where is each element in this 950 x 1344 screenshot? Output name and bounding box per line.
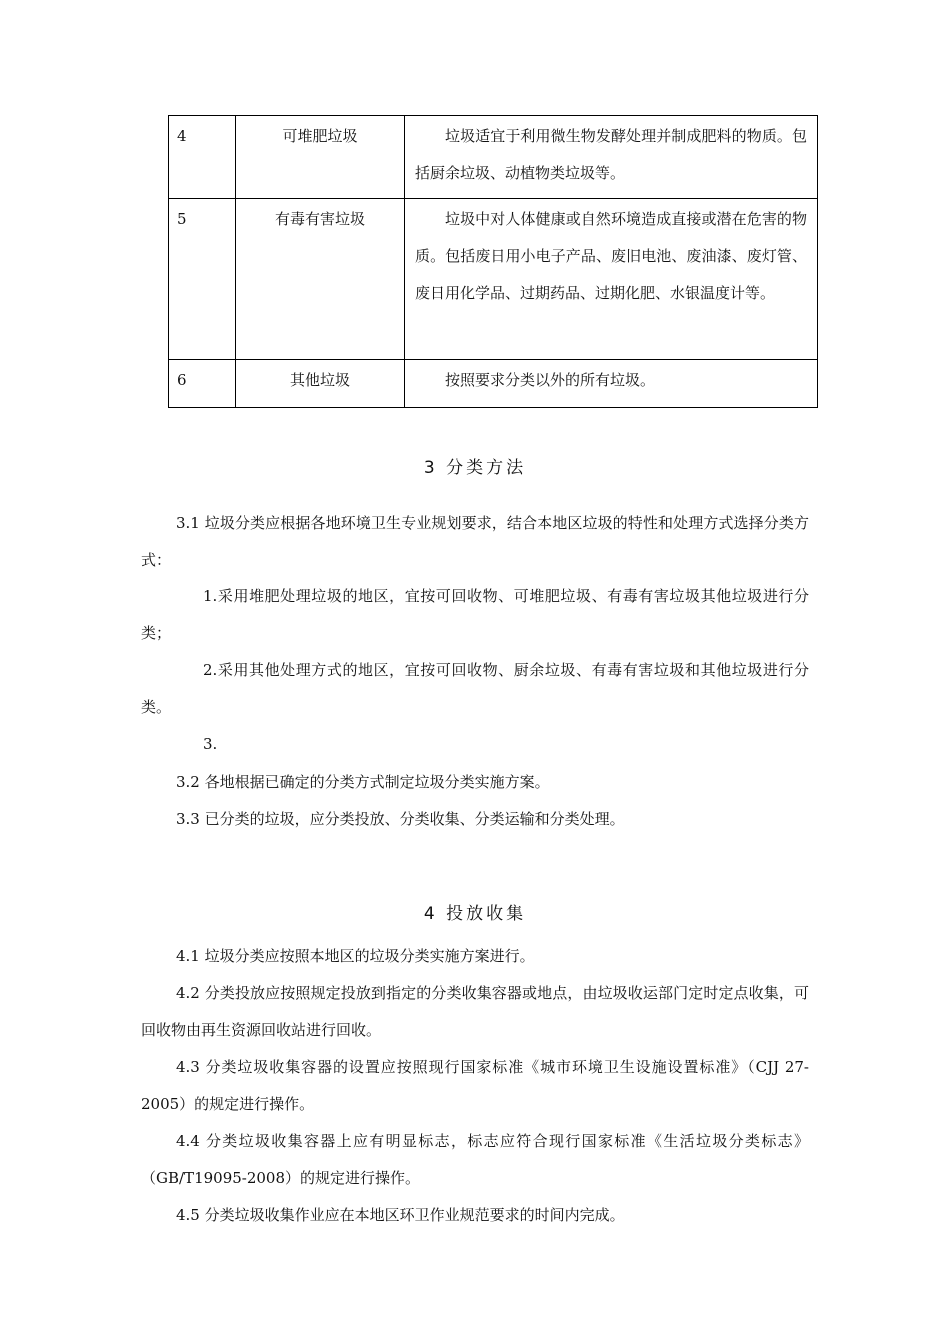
paragraph-4-1: 4.1 垃圾分类应按照本地区的垃圾分类实施方案进行。: [176, 947, 535, 965]
paragraph-3-1: 3.1 垃圾分类应根据各地环境卫生专业规划要求，结合本地区垃圾的特性和处理方式选择分类方式：: [141, 514, 809, 569]
table-row: [169, 116, 818, 199]
paragraph-4-5: 4.5 分类垃圾收集作业应在本地区环卫作业规范要求的时间内完成。: [176, 1206, 625, 1224]
row-description: 按照要求分类以外的所有垃圾。: [405, 360, 818, 408]
row-description: 垃圾中对人体健康或自然环境造成直接或潜在危害的物质。包括废日用小电子产品、废旧电池、废油漆、废灯管、废日用化学品、过期药品、过期化肥、水银温度计等。: [405, 199, 818, 360]
paragraph-4-4: 4.4 分类垃圾收集容器上应有明显标志，标志应符合现行国家标准《生活垃圾分类标志》（GB/T19095-2008）的规定进行操作。: [141, 1132, 809, 1187]
row-number: 6: [169, 360, 236, 408]
paragraph-3-2: 3.2 各地根据已确定的分类方式制定垃圾分类实施方案。: [176, 773, 550, 791]
section-3-heading: 3 分类方法: [423, 458, 527, 478]
paragraph-4-3: 4.3 分类垃圾收集容器的设置应按照现行国家标准《城市环境卫生设施设置标准》（CJJ 27-2005）的规定进行操作。: [141, 1058, 809, 1113]
list-item-3-1-2: 2.采用其他处理方式的地区，宜按可回收物、厨余垃圾、有毒有害垃圾和其他垃圾进行分类。: [141, 661, 809, 716]
paragraph-4-2: 4.2 分类投放应按照规定投放到指定的分类收集容器或地点，由垃圾收运部门定时定点收集，可回收物由再生资源回收站进行回收。: [141, 984, 809, 1039]
list-item-3-1-1: 1.采用堆肥处理垃圾的地区，宜按可回收物、可堆肥垃圾、有毒有害垃圾其他垃圾进行分类；: [141, 587, 809, 642]
list-item-3-1-3: 3.: [203, 735, 218, 753]
row-number: 5: [169, 199, 236, 360]
row-description: 垃圾适宜于利用微生物发酵处理并制成肥料的物质。包括厨余垃圾、动植物类垃圾等。: [405, 116, 818, 199]
section-4-heading: 4 投放收集: [423, 904, 527, 924]
classification-table: [168, 115, 818, 408]
paragraph-3-3: 3.3 已分类的垃圾，应分类投放、分类收集、分类运输和分类处理。: [176, 810, 625, 828]
row-category: 有毒有害垃圾: [236, 199, 405, 360]
row-number: 4: [169, 116, 236, 199]
row-category: 其他垃圾: [236, 360, 405, 408]
row-category: 可堆肥垃圾: [236, 116, 405, 199]
table-row: [169, 360, 818, 408]
table-row: [169, 199, 818, 360]
